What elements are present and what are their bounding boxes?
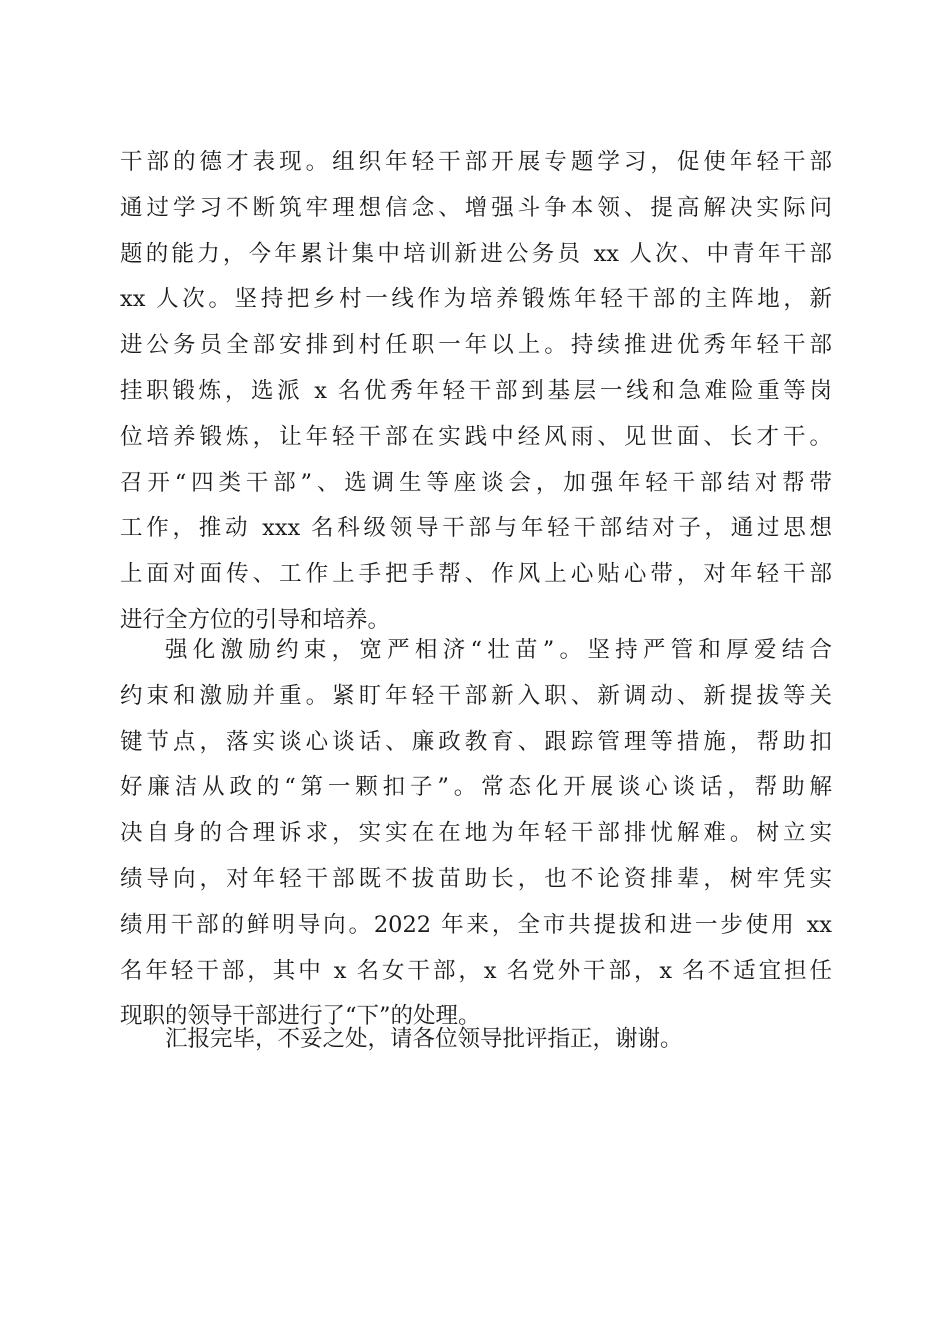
text-line: 进公务员全部安排到村任职一年以上。持续推进优秀年轻干部: [120, 332, 832, 359]
text-line: 键节点，落实谈心谈话、廉政教育、跟踪管理等措施，帮助扣: [120, 728, 832, 755]
text-line: 干部的德才表现。组织年轻干部开展专题学习，促使年轻干部: [120, 149, 832, 175]
text-line: 进行全方位的引导和培养。: [120, 606, 391, 633]
text-line: 名年轻干部，其中 x 名女干部，x 名党外干部，x 名不适宜担任: [120, 957, 832, 984]
text-line: 挂职锻炼，选派 x 名优秀年轻干部到基层一线和急难险重等岗: [120, 377, 832, 404]
paragraph-incentive-constraint: [120, 628, 832, 1040]
paragraph-closing: [120, 1017, 832, 1063]
text-line: 召开“四类干部”、选调生等座谈会，加强年轻干部结对帮带: [120, 469, 832, 496]
text-line: 绩导向，对年轻干部既不拔苗助长，也不论资排辈，树牢凭实: [120, 865, 832, 892]
paragraph-cadre-training: [120, 140, 832, 644]
text-line: 汇报完毕，不妥之处，请各位领导批评指正，谢谢。: [165, 1026, 683, 1052]
text-line: 现职的领导干部进行了“下”的处理。: [120, 1003, 481, 1030]
text-line: 绩用干部的鲜明导向。2022 年来，全市共提拔和进一步使用 xx: [120, 911, 832, 938]
text-line: 上面对面传、工作上手把手帮、作风上心贴心带，对年轻干部: [120, 561, 832, 588]
text-line: 位培养锻炼，让年轻干部在实践中经风雨、见世面、长才干。: [120, 423, 832, 450]
text-line: 好廉洁从政的“第一颗扣子”。常态化开展谈心谈话，帮助解: [120, 774, 832, 801]
text-line: 通过学习不断筑牢理想信念、增强斗争本领、提高解决实际问: [120, 194, 832, 221]
text-line: 强化激励约束，宽严相济“壮苗”。坚持严管和厚爱结合: [165, 637, 832, 663]
text-line: 约束和激励并重。紧盯年轻干部新入职、新调动、新提拔等关: [120, 682, 832, 709]
text-line: 决自身的合理诉求，实实在在地为年轻干部排忧解难。树立实: [120, 820, 832, 847]
text-line: 题的能力，今年累计集中培训新进公务员 xx 人次、中青年干部: [120, 240, 832, 267]
text-line: xx 人次。坚持把乡村一线作为培养锻炼年轻干部的主阵地，新: [120, 286, 832, 313]
text-line: 工作，推动 xxx 名科级领导干部与年轻干部结对子，通过思想: [120, 515, 832, 542]
